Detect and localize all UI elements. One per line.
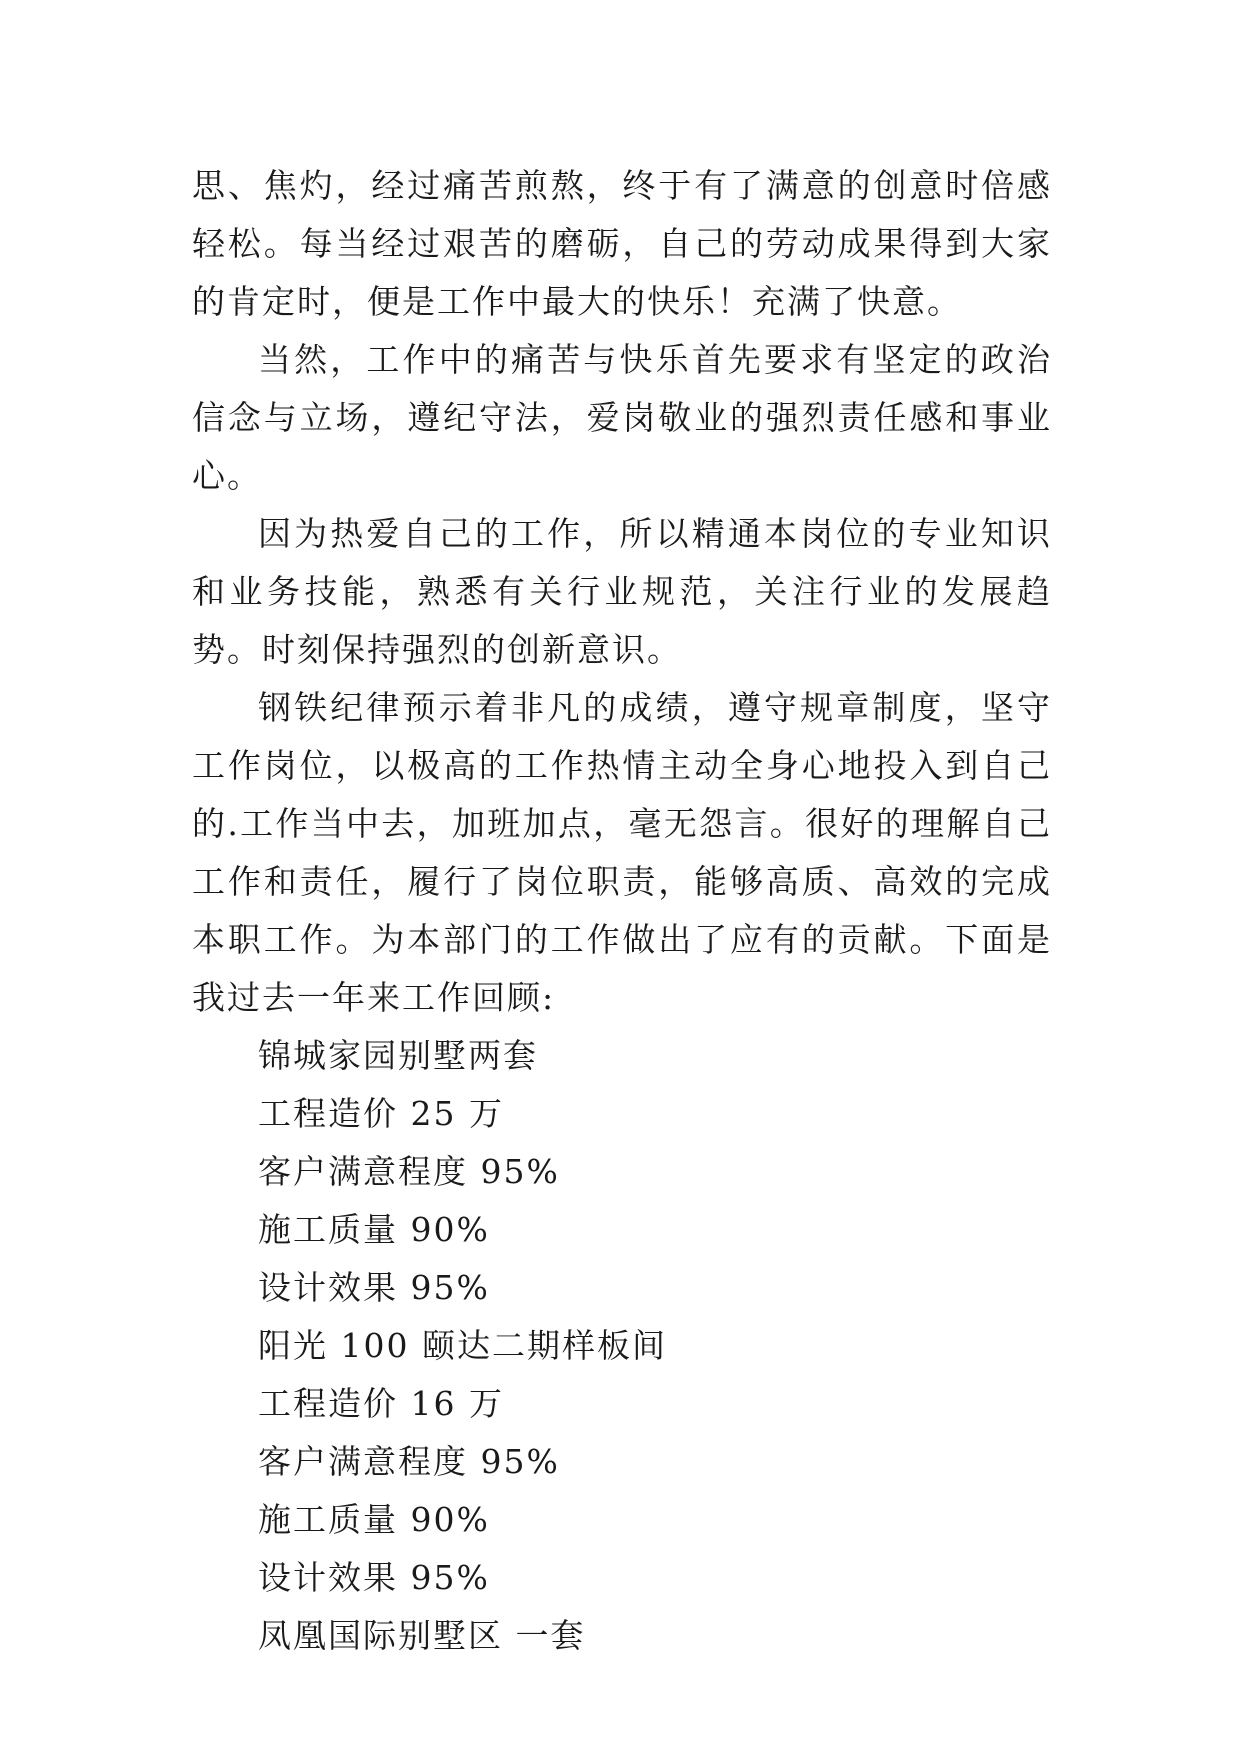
list-item: 客户满意程度 95% (258, 1442, 560, 1481)
list-item: 设计效果 95% (258, 1268, 490, 1307)
document-body (192, 157, 1052, 1665)
list-item: 锦城家园别墅两套 (258, 1036, 538, 1075)
paragraph-political-stance: 当然，工作中的痛苦与快乐首先要求有坚定的政治信念与立场，遵纪守法，爱岗敬业的强烈责任感和事业心。 (192, 340, 1052, 495)
paragraph-continued: 思、焦灼，经过痛苦煎熬，终于有了满意的创意时倍感轻松。每当经过艰苦的磨砺，自己的劳动成果得到大家的肯定时，便是工作中最大的快乐！充满了快意。 (192, 166, 1052, 321)
paragraph-discipline-review: 钢铁纪律预示着非凡的成绩，遵守规章制度，坚守工作岗位，以极高的工作热情主动全身心地投入到自己的.工作当中去，加班加点，毫无怨言。很好的理解自己工作和责任，履行了岗位职责，能够高质、高效的完成本职工作。为本部门的工作做出了应有的贡献。下面是我过去一年来工作回顾: (192, 688, 1052, 1017)
paragraph-professional-skills: 因为热爱自己的工作，所以精通本岗位的专业知识和业务技能，熟悉有关行业规范，关注行业的发展趋势。时刻保持强烈的创新意识。 (192, 514, 1052, 669)
list-item: 施工质量 90% (258, 1500, 490, 1539)
list-item: 施工质量 90% (258, 1210, 490, 1249)
list-item: 阳光 100 颐达二期样板间 (258, 1326, 667, 1365)
list-item: 工程造价 25 万 (258, 1094, 504, 1133)
list-item: 工程造价 16 万 (258, 1384, 504, 1423)
project-review-list (192, 1027, 1052, 1665)
list-item: 设计效果 95% (258, 1558, 490, 1597)
list-item: 客户满意程度 95% (258, 1152, 560, 1191)
list-item: 凤凰国际别墅区 一套 (258, 1616, 586, 1655)
